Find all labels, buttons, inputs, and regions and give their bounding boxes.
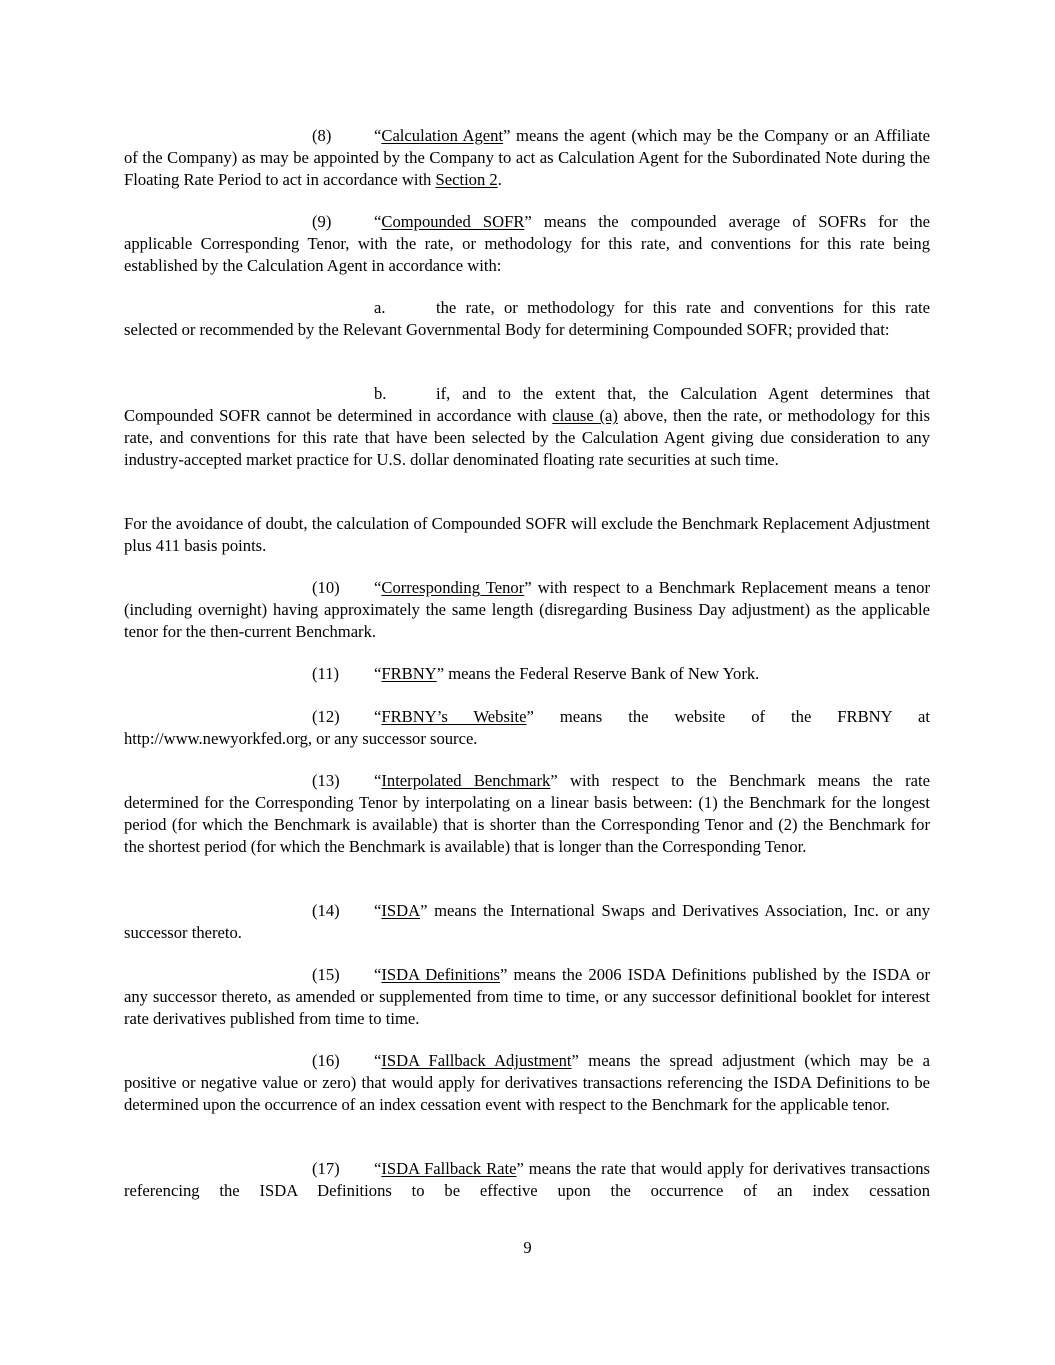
definition-9: (9) “Compounded SOFR” means the compounded average of SOFRs for the applicable Corresponding Tenor, with the rate, or methodology for this rate, and conventions for this rate being established by the Calculation Agent in accordance with:	[124, 212, 930, 275]
definition-number: (10)	[312, 578, 340, 597]
definition-number: (12)	[312, 707, 340, 726]
clause-reference: clause (a)	[552, 406, 618, 425]
defined-term: FRBNY’s Website	[381, 707, 527, 726]
definition-number: (17)	[312, 1159, 340, 1178]
definition-number: (8)	[312, 126, 332, 145]
clause-a: a. the rate, or methodology for this rate and conventions for this rate selected or recommended by the Relevant Governmental Body for determining Compounded SOFR; provided that:	[124, 298, 930, 339]
defined-term: Interpolated Benchmark	[381, 771, 551, 790]
definition-number: (13)	[312, 771, 340, 790]
definition-16: (16) “ISDA Fallback Adjustment” means the spread adjustment (which may be a positive or negative value or zero) that would apply for derivatives transactions referencing the ISDA Definitions to be determined upon the occurrence of an index cessation event with respect to the Benchmark for the applicable tenor.	[124, 1051, 931, 1114]
definition-13: (13) “Interpolated Benchmark” with respect to the Benchmark means the rate determined for the Corresponding Tenor by interpolating on a linear basis between: (1) the Benchmark for the longest period (for which the Benchmark is available) that is shorter than the Corresponding Tenor and (2) the Benchmark for the shortest period (for which the Benchmark is available) that is longer than the Corresponding Tenor.	[124, 771, 930, 856]
definition-number: (15)	[312, 965, 340, 984]
definition-number: (11)	[312, 664, 340, 683]
definition-14: (14) “ISDA” means the International Swaps and Derivatives Association, Inc. or any successor thereto.	[124, 901, 930, 942]
defined-term: ISDA Fallback Rate	[381, 1159, 517, 1178]
defined-term: FRBNY	[381, 664, 437, 683]
definition-17: (17) “ISDA Fallback Rate” means the rate that would apply for derivatives transactions referencing the ISDA Definitions to be effective upon the occurrence of an index cessation	[124, 1159, 930, 1200]
page-number: 9	[523, 1238, 532, 1257]
defined-term: ISDA Fallback Adjustment	[381, 1051, 572, 1070]
defined-term: ISDA	[381, 901, 421, 920]
defined-term: Compounded SOFR	[381, 212, 525, 231]
definition-number: (16)	[312, 1051, 340, 1070]
clause-label: a.	[374, 298, 386, 317]
definition-11: (11) “FRBNY” means the Federal Reserve Bank of New York.	[312, 664, 760, 683]
clause-label: b.	[374, 384, 387, 403]
definition-8: (8) “Calculation Agent” means the agent (which may be the Company or an Affiliate of the Company) as may be appointed by the Company to act as Calculation Agent for the Subordinated Note during the Floating Rate Period to act in accordance with Section 2.	[124, 126, 931, 189]
section-reference: Section 2	[435, 170, 498, 189]
definition-15: (15) “ISDA Definitions” means the 2006 ISDA Definitions published by the ISDA or any successor thereto, as amended or supplemented from time to time, or any successor definitional booklet for interest rate derivatives published from time to time.	[124, 965, 930, 1028]
defined-term: Calculation Agent	[381, 126, 504, 145]
defined-term: Corresponding Tenor	[381, 578, 525, 597]
definition-number: (14)	[312, 901, 340, 920]
clause-b: b. if, and to the extent that, the Calculation Agent determines that Compounded SOFR cannot be determined in accordance with clause (a) above, then the rate, or methodology for this rate, and conventions for this rate that have been selected by the Calculation Agent giving due consideration to any industry-accepted market practice for U.S. dollar denominated floating rate securities at such time.	[124, 384, 931, 469]
defined-term: ISDA Definitions	[381, 965, 500, 984]
definition-number: (9)	[312, 212, 332, 231]
avoidance-paragraph: For the avoidance of doubt, the calculation of Compounded SOFR will exclude the Benchmark Replacement Adjustment plus 411 basis points.	[124, 514, 930, 555]
definition-12: (12) “FRBNY’s Website” means the website of the FRBNY at http://www.newyorkfed.org, or any successor source.	[124, 707, 930, 748]
definition-10: (10) “Corresponding Tenor” with respect to a Benchmark Replacement means a tenor (including overnight) having approximately the same length (disregarding Business Day adjustment) as the applicable tenor for the then-current Benchmark.	[124, 578, 930, 641]
